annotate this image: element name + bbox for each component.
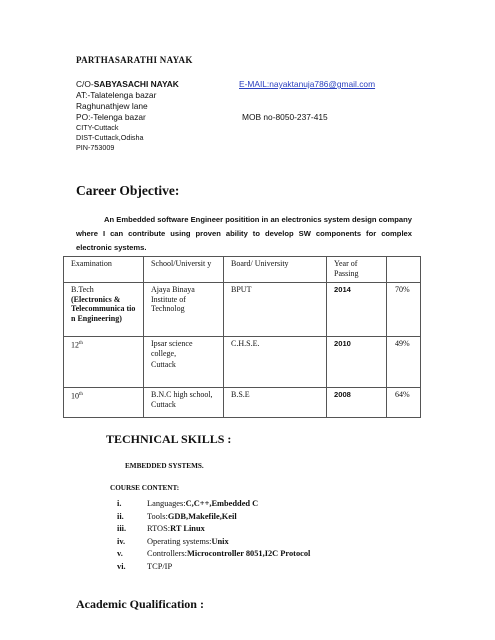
percent-cell: 64% <box>387 388 421 418</box>
year-cell: 2010 <box>327 337 387 388</box>
header-examination: Examination <box>64 257 144 283</box>
header-school: School/Universit y <box>144 257 224 283</box>
list-item: v. Controllers: Microcontroller 8051,I2C Protocol <box>117 549 311 559</box>
address-line-1: AT:-Talatelenga bazar <box>76 90 157 100</box>
exam-branch: (Electronics & Telecommunica tio n Engineering) <box>71 294 136 323</box>
exam-cell <box>64 388 144 418</box>
skills-list <box>117 499 310 575</box>
care-of-line <box>76 79 179 89</box>
table-header-row <box>64 257 421 283</box>
header-board: Board/ University <box>224 257 327 283</box>
board-cell: C.H.S.E. <box>224 337 327 388</box>
table-row <box>64 337 421 388</box>
education-table <box>63 256 421 418</box>
board-cell: BPUT <box>224 283 327 337</box>
school-cell <box>144 337 224 388</box>
academic-qualification-heading: Academic Qualification : <box>76 597 204 611</box>
header-percent <box>387 257 421 283</box>
table-row <box>64 283 421 337</box>
school-cell: Ajaya Binaya Institute of Technolog <box>144 283 224 337</box>
year-cell: 2008 <box>327 388 387 418</box>
board-cell: B.S.E <box>224 388 327 418</box>
address-line-2: Raghunathjew lane <box>76 101 148 111</box>
career-objective-text: An Embedded software Engineer positition in an electronics system design company where I can contribute using proven ability to develop SW components for complex electronic systems. <box>76 215 412 252</box>
course-content-label: COURSE CONTENT: <box>110 484 180 492</box>
year-cell: 2014 <box>327 283 387 337</box>
exam-cell <box>64 337 144 388</box>
list-item: ii. Tools: GDB,Makefile,Keil <box>117 511 237 521</box>
email-link[interactable]: E-MAIL:nayaktanuja786@gmail.com <box>239 79 376 89</box>
embedded-systems-label: EMBEDDED SYSTEMS. <box>125 462 204 470</box>
care-of-prefix: C/O- <box>76 79 94 89</box>
exam-suffix: th <box>79 392 83 397</box>
exam-suffix: th <box>79 341 83 346</box>
mobile-number: MOB no-8050-237-415 <box>242 112 328 122</box>
list-item: iv. Operating systems: Unix <box>117 536 229 546</box>
list-item: i. Languages: C,C++,Embedded C <box>117 499 259 508</box>
table-row <box>64 388 421 418</box>
address-pin: PIN-753009 <box>76 143 115 152</box>
list-item: vi. TCP/IP <box>117 561 173 571</box>
address-city: CITY-Cuttack <box>76 123 119 132</box>
header-year: Year of Passing <box>327 257 387 283</box>
care-of-name: SABYASACHI NAYAK <box>93 79 179 89</box>
school-cell: B.N.C high school, Cuttack <box>144 388 224 418</box>
percent-cell: 70% <box>387 283 421 337</box>
percent-cell: 49% <box>387 337 421 388</box>
career-objective-heading: Career Objective: <box>76 183 180 198</box>
exam-name: 12 <box>71 340 79 350</box>
exam-name: B.Tech <box>71 285 94 294</box>
exam-name: 10 <box>71 391 79 401</box>
school-city: Cuttack <box>151 360 176 370</box>
address-line-3: PO:-Telenga bazar <box>76 112 146 122</box>
technical-skills-heading: TECHNICAL SKILLS : <box>106 432 232 446</box>
list-item: iii. RTOS: RT Linux <box>117 524 205 534</box>
exam-cell <box>64 283 144 337</box>
candidate-name: PARTHASARATHI NAYAK <box>76 55 193 65</box>
school-name: Ipsar science college, <box>151 339 193 358</box>
address-district: DIST-Cuttack,Odisha <box>76 133 144 142</box>
